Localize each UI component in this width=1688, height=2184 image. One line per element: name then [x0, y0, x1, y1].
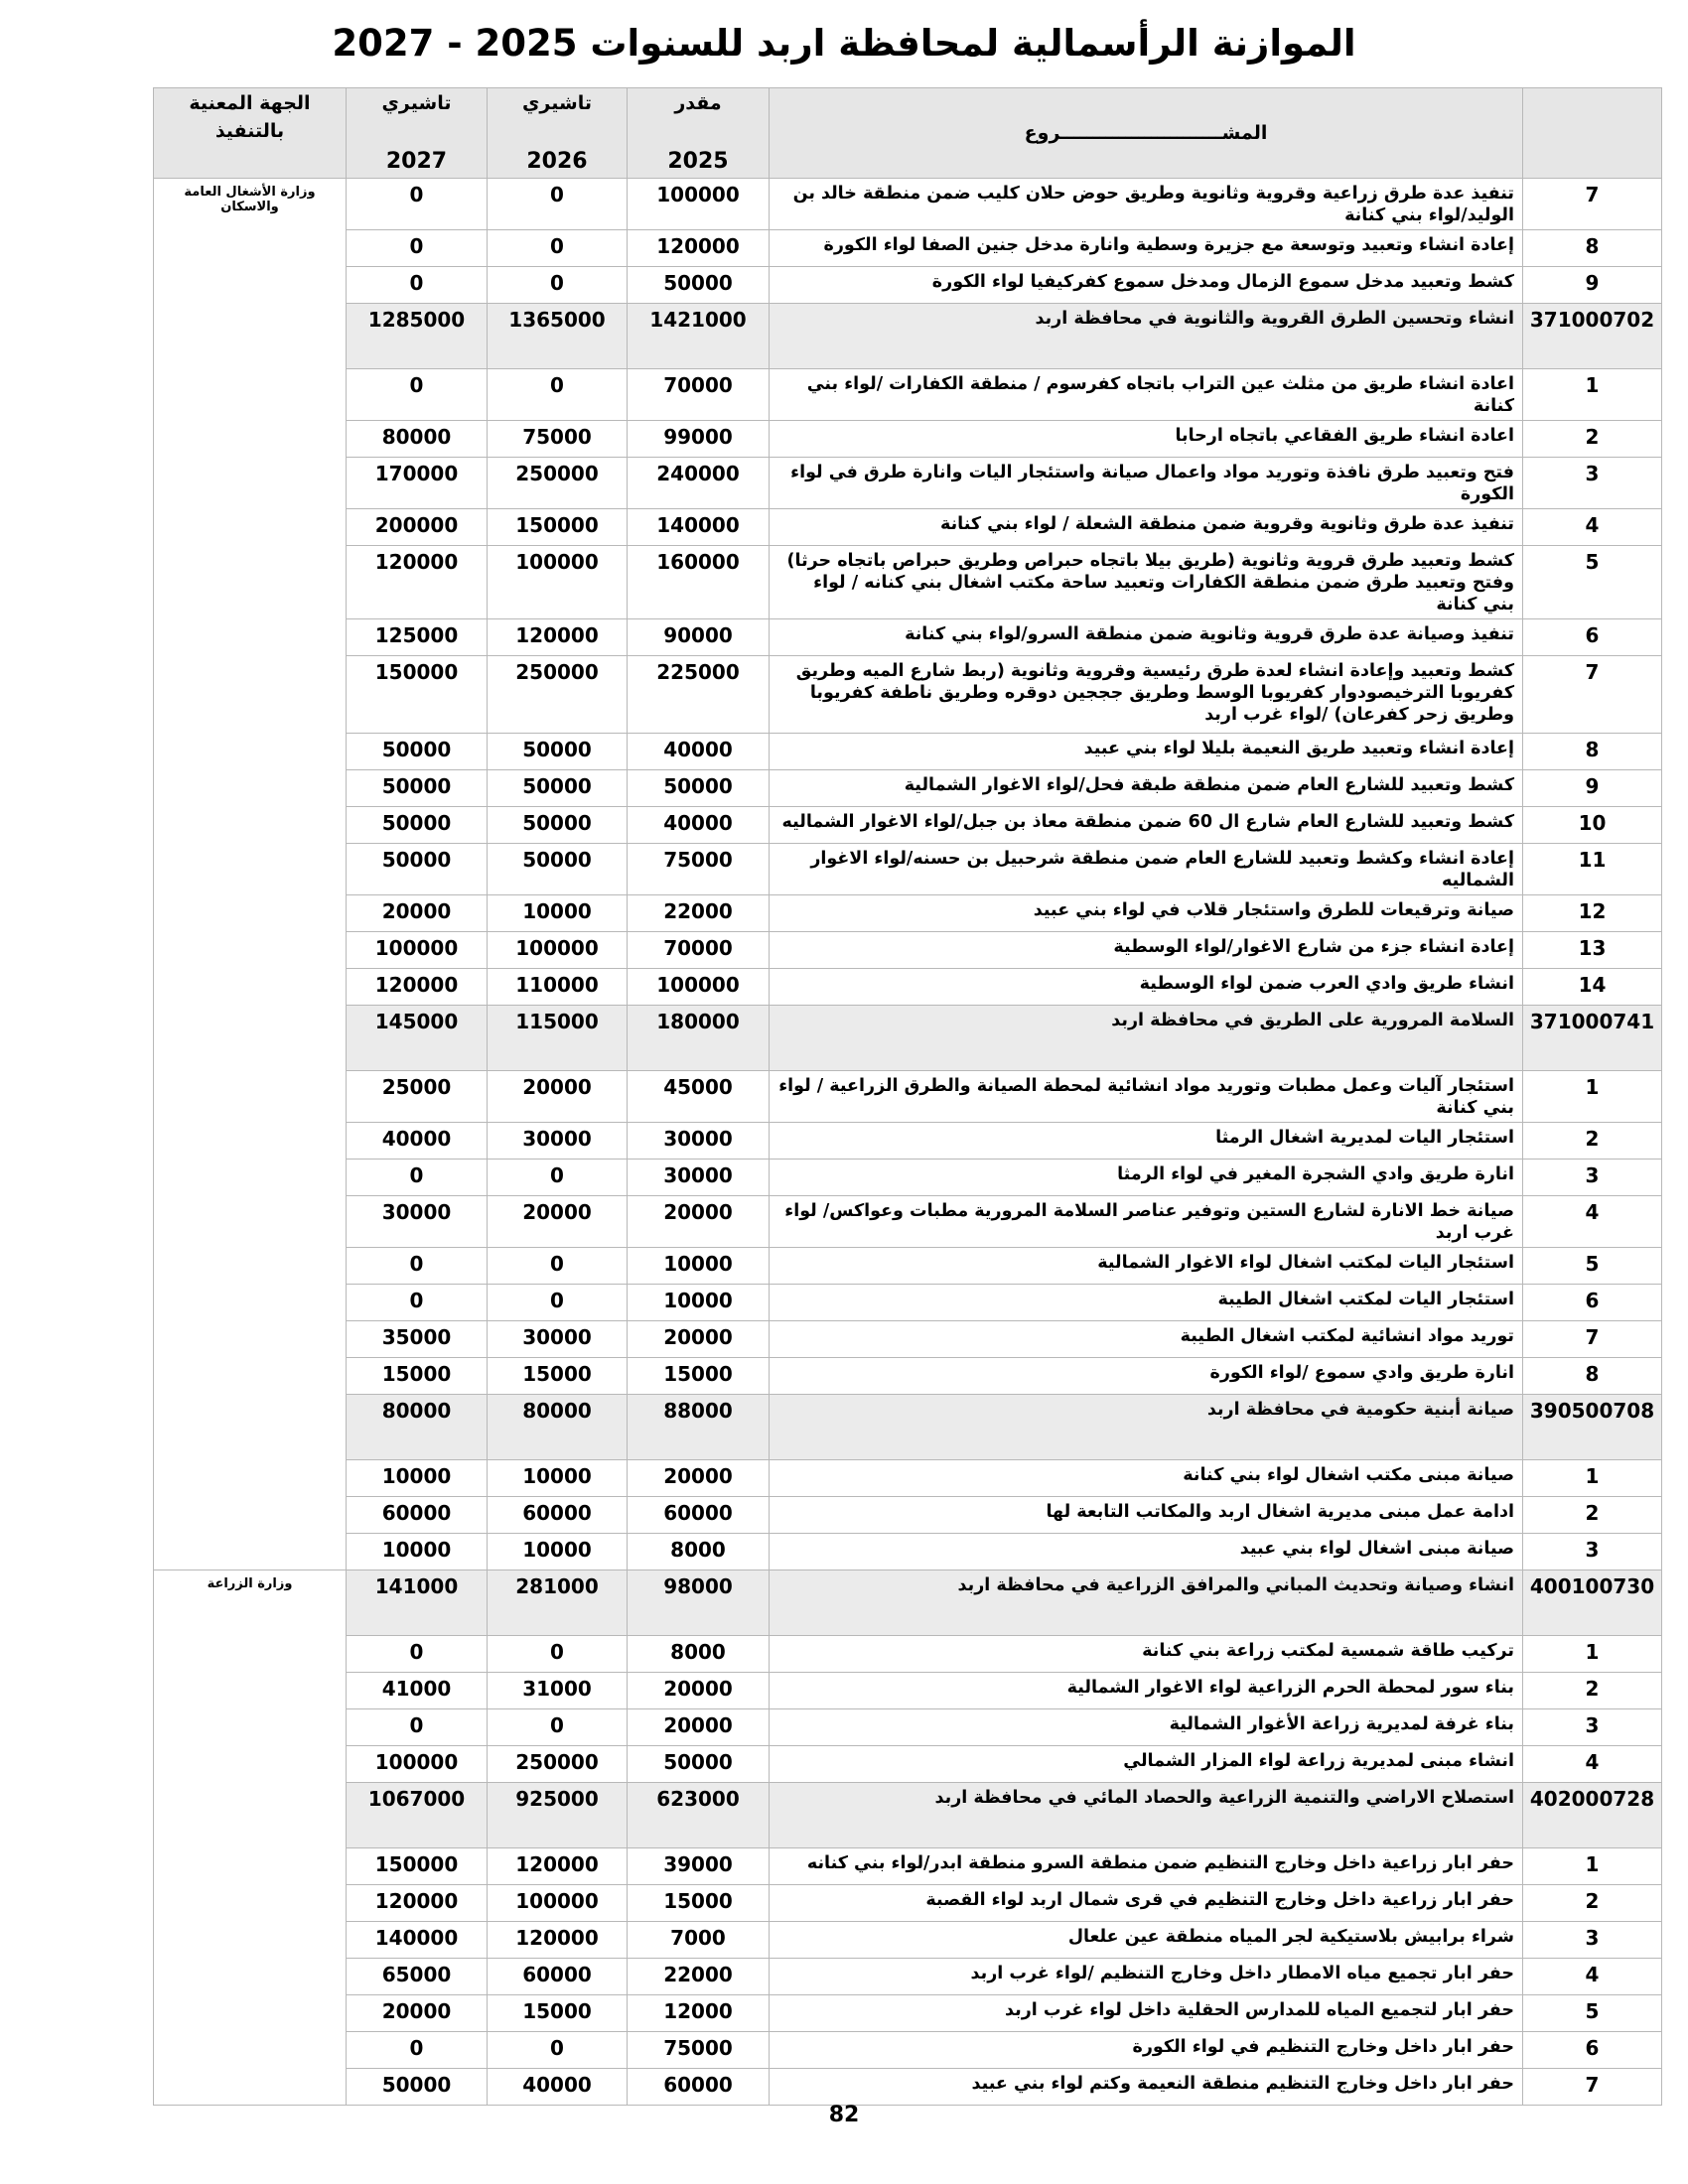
item-number: 7	[1523, 656, 1662, 734]
value-2026: 0	[488, 1636, 628, 1673]
item-number: 1	[1523, 1636, 1662, 1673]
program-code: 390500708	[1523, 1395, 1662, 1460]
project-description: تركيب طاقة شمسية لمكتب زراعة بني كنانة	[770, 1636, 1523, 1673]
value-2025: 50000	[628, 1746, 770, 1783]
value-2027: 50000	[347, 2069, 488, 2106]
value-2027: 0	[347, 2032, 488, 2069]
value-2027: 50000	[347, 844, 488, 895]
value-2027: 170000	[347, 458, 488, 509]
value-2025: 100000	[628, 179, 770, 230]
value-2026: 10000	[488, 895, 628, 932]
code-header	[1523, 88, 1662, 179]
value-2026: 40000	[488, 2069, 628, 2106]
value-2026: 0	[488, 1248, 628, 1285]
project-description: انشاء مبنى لمديرية زراعة لواء المزار الشمالي	[770, 1746, 1523, 1783]
item-number: 4	[1523, 1196, 1662, 1248]
value-2027: 60000	[347, 1497, 488, 1534]
value-2027: 25000	[347, 1071, 488, 1123]
y2027-header	[347, 88, 488, 179]
value-2027: 41000	[347, 1673, 488, 1709]
item-number: 2	[1523, 1123, 1662, 1160]
value-2025: 100000	[628, 969, 770, 1006]
value-2026: 120000	[488, 1922, 628, 1959]
value-2027: 35000	[347, 1321, 488, 1358]
value-2027: 10000	[347, 1534, 488, 1570]
y2025-header-year: 2025	[667, 149, 729, 174]
item-number: 9	[1523, 770, 1662, 807]
value-2026: 150000	[488, 509, 628, 546]
table-row	[154, 230, 1662, 267]
item-number: 9	[1523, 267, 1662, 304]
value-2026: 0	[488, 369, 628, 421]
table-row	[154, 1636, 1662, 1673]
item-number: 6	[1523, 2032, 1662, 2069]
project-description: فتح وتعبيد طرق نافذة وتوريد مواد واعمال صيانة واستئجار اليات وانارة طرق في لواء الكورة	[770, 458, 1523, 509]
value-2027: 65000	[347, 1959, 488, 1995]
value-2027: 15000	[347, 1358, 488, 1395]
value-2027: 20000	[347, 1995, 488, 2032]
value-2027: 150000	[347, 656, 488, 734]
value-2025: 75000	[628, 844, 770, 895]
value-2026: 50000	[488, 770, 628, 807]
value-2025: 180000	[628, 1006, 770, 1071]
table-row	[154, 421, 1662, 458]
value-2025: 88000	[628, 1395, 770, 1460]
table-row	[154, 1885, 1662, 1922]
table-row	[154, 1709, 1662, 1746]
value-2025: 225000	[628, 656, 770, 734]
value-2027: 145000	[347, 1006, 488, 1071]
value-2027: 0	[347, 1160, 488, 1196]
item-number: 1	[1523, 369, 1662, 421]
table-header-row	[154, 88, 1662, 179]
value-2026: 925000	[488, 1783, 628, 1848]
item-number: 4	[1523, 509, 1662, 546]
item-number: 5	[1523, 1248, 1662, 1285]
value-2027: 0	[347, 1709, 488, 1746]
project-description: إعادة انشاء وتعبيد وتوسعة مع جزيرة وسطية وانارة مدخل جنين الصفا لواء الكورة	[770, 230, 1523, 267]
value-2026: 0	[488, 230, 628, 267]
value-2025: 60000	[628, 2069, 770, 2106]
implementer-header-line2: بالتنفيذ	[214, 120, 285, 142]
program-code: 402000728	[1523, 1783, 1662, 1848]
value-2025: 20000	[628, 1673, 770, 1709]
project-description: انارة طريق وادي الشجرة المغير في لواء الرمثا	[770, 1160, 1523, 1196]
y2025-header-label: مقدر	[674, 92, 722, 114]
value-2025: 40000	[628, 734, 770, 770]
value-2026: 10000	[488, 1460, 628, 1497]
value-2027: 120000	[347, 546, 488, 619]
y2027-header-label: تاشيري	[381, 92, 452, 114]
table-row	[154, 369, 1662, 421]
y2025-header	[628, 88, 770, 179]
table-row	[154, 1959, 1662, 1995]
value-2025: 70000	[628, 369, 770, 421]
item-number: 7	[1523, 179, 1662, 230]
program-row	[154, 1006, 1662, 1071]
value-2027: 1067000	[347, 1783, 488, 1848]
program-code: 371000702	[1523, 304, 1662, 369]
item-number: 8	[1523, 230, 1662, 267]
table-row	[154, 1123, 1662, 1160]
value-2026: 80000	[488, 1395, 628, 1460]
item-number: 11	[1523, 844, 1662, 895]
program-row	[154, 1395, 1662, 1460]
table-row	[154, 2032, 1662, 2069]
value-2025: 75000	[628, 2032, 770, 2069]
item-number: 3	[1523, 458, 1662, 509]
value-2026: 60000	[488, 1959, 628, 1995]
item-number: 6	[1523, 619, 1662, 656]
value-2027: 50000	[347, 770, 488, 807]
table-row	[154, 1321, 1662, 1358]
project-description: استئجار اليات لمديرية اشغال الرمثا	[770, 1123, 1523, 1160]
value-2027: 50000	[347, 734, 488, 770]
value-2027: 140000	[347, 1922, 488, 1959]
project-description: حفر ابار داخل وخارج التنظيم منطقة النعيمة وكتم لواء بني عبيد	[770, 2069, 1523, 2106]
program-code: 400100730	[1523, 1570, 1662, 1636]
value-2026: 250000	[488, 1746, 628, 1783]
project-description: كشط وتعبيد للشارع العام ضمن منطقة طبقة فحل/لواء الاغوار الشمالية	[770, 770, 1523, 807]
table-row	[154, 1746, 1662, 1783]
value-2025: 15000	[628, 1885, 770, 1922]
table-row	[154, 1196, 1662, 1248]
value-2027: 0	[347, 1248, 488, 1285]
project-description: استئجار اليات لمكتب اشغال الطيبة	[770, 1285, 1523, 1321]
table-row	[154, 1922, 1662, 1959]
value-2027: 0	[347, 230, 488, 267]
project-description: توريد مواد انشائية لمكتب اشغال الطيبة	[770, 1321, 1523, 1358]
item-number: 13	[1523, 932, 1662, 969]
table-row	[154, 458, 1662, 509]
project-description: كشط وتعبيد للشارع العام شارع ال 60 ضمن منطقة معاذ بن جبل/لواء الاغوار الشماليه	[770, 807, 1523, 844]
value-2025: 240000	[628, 458, 770, 509]
table-row	[154, 267, 1662, 304]
item-number: 2	[1523, 1885, 1662, 1922]
project-header: المشـــــــــــــــــــــــــروع	[770, 88, 1523, 179]
value-2027: 0	[347, 1285, 488, 1321]
value-2025: 50000	[628, 770, 770, 807]
value-2026: 115000	[488, 1006, 628, 1071]
table-row	[154, 546, 1662, 619]
table-row	[154, 1497, 1662, 1534]
value-2026: 20000	[488, 1071, 628, 1123]
value-2027: 0	[347, 179, 488, 230]
value-2025: 30000	[628, 1123, 770, 1160]
table-row	[154, 969, 1662, 1006]
item-number: 7	[1523, 2069, 1662, 2106]
project-description: استئجار اليات لمكتب اشغال لواء الاغوار الشمالية	[770, 1248, 1523, 1285]
value-2026: 50000	[488, 807, 628, 844]
value-2027: 30000	[347, 1196, 488, 1248]
value-2027: 150000	[347, 1848, 488, 1885]
table-row	[154, 179, 1662, 230]
value-2027: 0	[347, 1636, 488, 1673]
value-2025: 20000	[628, 1709, 770, 1746]
table-row	[154, 1071, 1662, 1123]
item-number: 3	[1523, 1922, 1662, 1959]
y2027-header-year: 2027	[385, 149, 448, 174]
value-2027: 141000	[347, 1570, 488, 1636]
value-2026: 30000	[488, 1123, 628, 1160]
value-2025: 20000	[628, 1460, 770, 1497]
value-2026: 120000	[488, 619, 628, 656]
value-2025: 70000	[628, 932, 770, 969]
value-2025: 90000	[628, 619, 770, 656]
value-2025: 40000	[628, 807, 770, 844]
implementer-header-line1: الجهة المعنية	[189, 92, 311, 114]
project-description: تنفيذ عدة طرق زراعية وقروية وثانوية وطريق حوض حلان كليب ضمن منطقة خالد بن الوليد/لواء بني كنانة	[770, 179, 1523, 230]
value-2026: 0	[488, 267, 628, 304]
value-2027: 125000	[347, 619, 488, 656]
item-number: 1	[1523, 1460, 1662, 1497]
project-description: شراء برابيش بلاستيكية لجر المياه منطقة عين علعال	[770, 1922, 1523, 1959]
table-row	[154, 1358, 1662, 1395]
value-2026: 100000	[488, 546, 628, 619]
page-title: الموازنة الرأسمالية لمحافظة اربد للسنوات 2025 - 2027	[332, 22, 1356, 65]
table-row	[154, 2069, 1662, 2106]
value-2027: 80000	[347, 421, 488, 458]
program-code: 371000741	[1523, 1006, 1662, 1071]
table-row	[154, 1160, 1662, 1196]
table-body	[154, 179, 1662, 2106]
table-row	[154, 1534, 1662, 1570]
value-2025: 120000	[628, 230, 770, 267]
value-2026: 0	[488, 1285, 628, 1321]
project-description: بناء غرفة لمديرية زراعة الأغوار الشمالية	[770, 1709, 1523, 1746]
value-2025: 30000	[628, 1160, 770, 1196]
project-description: حفر ابار زراعية داخل وخارج التنظيم في قرى شمال اربد لواء القصبة	[770, 1885, 1523, 1922]
value-2025: 60000	[628, 1497, 770, 1534]
value-2025: 140000	[628, 509, 770, 546]
project-description: صيانة وترقيعات للطرق واستئجار قلاب في لواء بني عبيد	[770, 895, 1523, 932]
table-row	[154, 1673, 1662, 1709]
project-description: إعادة انشاء وتعبيد طريق النعيمة بليلا لواء بني عبيد	[770, 734, 1523, 770]
program-row	[154, 1570, 1662, 1636]
value-2025: 10000	[628, 1248, 770, 1285]
y2026-header-label: تاشيري	[522, 92, 592, 114]
project-description: كشط وتعبيد طرق قروية وثانوية (طريق بيلا باتجاه حبراص وطريق حبراص باتجاه حرثا) وفتح وتعبيد طرق ضمن منطقة الكفارات وتعبيد ساحة مكتب اشغال بني كنانه / لواء بني كنانة	[770, 546, 1523, 619]
value-2026: 1365000	[488, 304, 628, 369]
value-2027: 40000	[347, 1123, 488, 1160]
project-description: حفر ابار داخل وخارج التنظيم في لواء الكورة	[770, 2032, 1523, 2069]
value-2026: 0	[488, 1709, 628, 1746]
value-2025: 12000	[628, 1995, 770, 2032]
item-number: 12	[1523, 895, 1662, 932]
item-number: 2	[1523, 421, 1662, 458]
table-row	[154, 932, 1662, 969]
value-2026: 100000	[488, 932, 628, 969]
project-description: حفر ابار تجميع مياه الامطار داخل وخارج التنظيم /لواء غرب اربد	[770, 1959, 1523, 1995]
project-description: حفر ابار زراعية داخل وخارج التنظيم ضمن منطقة السرو منطقة ابدر/لواء بني كنانه	[770, 1848, 1523, 1885]
value-2025: 15000	[628, 1358, 770, 1395]
item-number: 7	[1523, 1321, 1662, 1358]
value-2027: 200000	[347, 509, 488, 546]
value-2025: 45000	[628, 1071, 770, 1123]
table-row	[154, 1460, 1662, 1497]
value-2026: 0	[488, 1160, 628, 1196]
project-description: ادامة عمل مبنى مديرية اشغال اربد والمكاتب التابعة لها	[770, 1497, 1523, 1534]
value-2025: 20000	[628, 1196, 770, 1248]
value-2026: 250000	[488, 458, 628, 509]
table-row	[154, 1995, 1662, 2032]
item-number: 6	[1523, 1285, 1662, 1321]
project-description: إعادة انشاء وكشط وتعبيد للشارع العام ضمن منطقة شرحبيل بن حسنه/لواء الاغوار الشماليه	[770, 844, 1523, 895]
budget-table	[153, 87, 1662, 2106]
project-description: انشاء وصيانة وتحديث المباني والمرافق الزراعية في محافظة اربد	[770, 1570, 1523, 1636]
item-number: 5	[1523, 546, 1662, 619]
value-2026: 0	[488, 2032, 628, 2069]
item-number: 1	[1523, 1848, 1662, 1885]
item-number: 4	[1523, 1959, 1662, 1995]
project-description: استصلاح الاراضي والتنمية الزراعية والحصاد المائي في محافظة اربد	[770, 1783, 1523, 1848]
project-description: كشط وتعبيد مدخل سموع الزمال ومدخل سموع كفركيفيا لواء الكورة	[770, 267, 1523, 304]
table-row	[154, 509, 1662, 546]
table-row	[154, 734, 1662, 770]
value-2025: 160000	[628, 546, 770, 619]
item-number: 2	[1523, 1497, 1662, 1534]
value-2027: 100000	[347, 1746, 488, 1783]
y2026-header	[488, 88, 628, 179]
value-2026: 250000	[488, 656, 628, 734]
project-description: تنفيذ وصيانة عدة طرق قروية وثانوية ضمن منطقة السرو/لواء بني كنانة	[770, 619, 1523, 656]
implementer-cell-works: وزارة الأشغال العامة والاسكان	[154, 179, 347, 1570]
item-number: 3	[1523, 1160, 1662, 1196]
implementer-cell-agri: وزارة الزراعة	[154, 1570, 347, 2106]
item-number: 8	[1523, 734, 1662, 770]
value-2027: 80000	[347, 1395, 488, 1460]
value-2025: 98000	[628, 1570, 770, 1636]
page-number: 82	[828, 2103, 860, 2127]
value-2027: 10000	[347, 1460, 488, 1497]
item-number: 3	[1523, 1534, 1662, 1570]
y2026-header-year: 2026	[526, 149, 588, 174]
project-description: حفر ابار لتجميع المياه للمدارس الحقلية داخل لواء غرب اربد	[770, 1995, 1523, 2032]
item-number: 2	[1523, 1673, 1662, 1709]
project-description: صيانة خط الانارة لشارع الستين وتوفير عناصر السلامة المرورية مطبات وعواكس/ لواء غرب اربد	[770, 1196, 1523, 1248]
item-number: 1	[1523, 1071, 1662, 1123]
value-2027: 1285000	[347, 304, 488, 369]
project-description: اعادة انشاء طريق الفقاعي باتجاه ارحابا	[770, 421, 1523, 458]
value-2027: 120000	[347, 969, 488, 1006]
table-row	[154, 1248, 1662, 1285]
value-2025: 39000	[628, 1848, 770, 1885]
project-description: صيانة مبنى مكتب اشغال لواء بني كنانة	[770, 1460, 1523, 1497]
value-2025: 20000	[628, 1321, 770, 1358]
value-2026: 50000	[488, 734, 628, 770]
value-2025: 22000	[628, 1959, 770, 1995]
table-row	[154, 895, 1662, 932]
table-row	[154, 656, 1662, 734]
value-2025: 10000	[628, 1285, 770, 1321]
program-row	[154, 1783, 1662, 1848]
value-2026: 281000	[488, 1570, 628, 1636]
implementer-header	[154, 88, 347, 179]
project-description: كشط وتعبيد وإعادة انشاء لعدة طرق رئيسية وقروية وثانوية (ربط شارع الميه وطريق كفريوبا الترخيصودوار كفريوبا الوسط وطريق جججين دوقره وطريق ناطفة كفريوبا وطريق زحر كفرعان) /لواء غرب اربد	[770, 656, 1523, 734]
project-description: اعادة انشاء طريق من مثلث عين التراب باتجاه كفرسوم / منطقة الكفارات /لواء بني كنانة	[770, 369, 1523, 421]
value-2025: 22000	[628, 895, 770, 932]
item-number: 3	[1523, 1709, 1662, 1746]
program-row	[154, 304, 1662, 369]
value-2027: 0	[347, 369, 488, 421]
value-2025: 623000	[628, 1783, 770, 1848]
project-description: إعادة انشاء جزء من شارع الاغوار/لواء الوسطية	[770, 932, 1523, 969]
value-2027: 50000	[347, 807, 488, 844]
table-row	[154, 770, 1662, 807]
value-2026: 60000	[488, 1497, 628, 1534]
value-2025: 99000	[628, 421, 770, 458]
value-2026: 15000	[488, 1995, 628, 2032]
value-2026: 100000	[488, 1885, 628, 1922]
item-number: 5	[1523, 1995, 1662, 2032]
value-2027: 0	[347, 267, 488, 304]
value-2025: 8000	[628, 1534, 770, 1570]
value-2026: 110000	[488, 969, 628, 1006]
value-2026: 0	[488, 179, 628, 230]
item-number: 14	[1523, 969, 1662, 1006]
table-row	[154, 1285, 1662, 1321]
value-2026: 15000	[488, 1358, 628, 1395]
value-2026: 10000	[488, 1534, 628, 1570]
value-2026: 30000	[488, 1321, 628, 1358]
value-2026: 75000	[488, 421, 628, 458]
project-description: انشاء طريق وادي العرب ضمن لواء الوسطية	[770, 969, 1523, 1006]
value-2027: 120000	[347, 1885, 488, 1922]
table-row	[154, 807, 1662, 844]
project-description: استئجار آليات وعمل مطبات وتوريد مواد انشائية لمحطة الصيانة والطرق الزراعية / لواء بني كنانة	[770, 1071, 1523, 1123]
value-2027: 20000	[347, 895, 488, 932]
project-description: صيانة مبنى اشغال لواء بني عبيد	[770, 1534, 1523, 1570]
item-number: 10	[1523, 807, 1662, 844]
value-2026: 31000	[488, 1673, 628, 1709]
value-2025: 1421000	[628, 304, 770, 369]
item-number: 4	[1523, 1746, 1662, 1783]
value-2026: 20000	[488, 1196, 628, 1248]
value-2025: 50000	[628, 267, 770, 304]
project-description: انشاء وتحسين الطرق القروية والثانوية في محافظة اربد	[770, 304, 1523, 369]
project-description: صيانة أبنية حكومية في محافظة اربد	[770, 1395, 1523, 1460]
project-description: بناء سور لمحطة الحرم الزراعية لواء الاغوار الشمالية	[770, 1673, 1523, 1709]
project-description: تنفيذ عدة طرق وثانوية وقروية ضمن منطقة الشعلة / لواء بني كنانة	[770, 509, 1523, 546]
value-2025: 8000	[628, 1636, 770, 1673]
value-2026: 120000	[488, 1848, 628, 1885]
table-row	[154, 619, 1662, 656]
item-number: 8	[1523, 1358, 1662, 1395]
value-2026: 50000	[488, 844, 628, 895]
table-row	[154, 844, 1662, 895]
project-description: السلامة المرورية على الطريق في محافظة اربد	[770, 1006, 1523, 1071]
value-2027: 100000	[347, 932, 488, 969]
table-row	[154, 1848, 1662, 1885]
project-description: انارة طريق وادي سموع /لواء الكورة	[770, 1358, 1523, 1395]
value-2025: 7000	[628, 1922, 770, 1959]
